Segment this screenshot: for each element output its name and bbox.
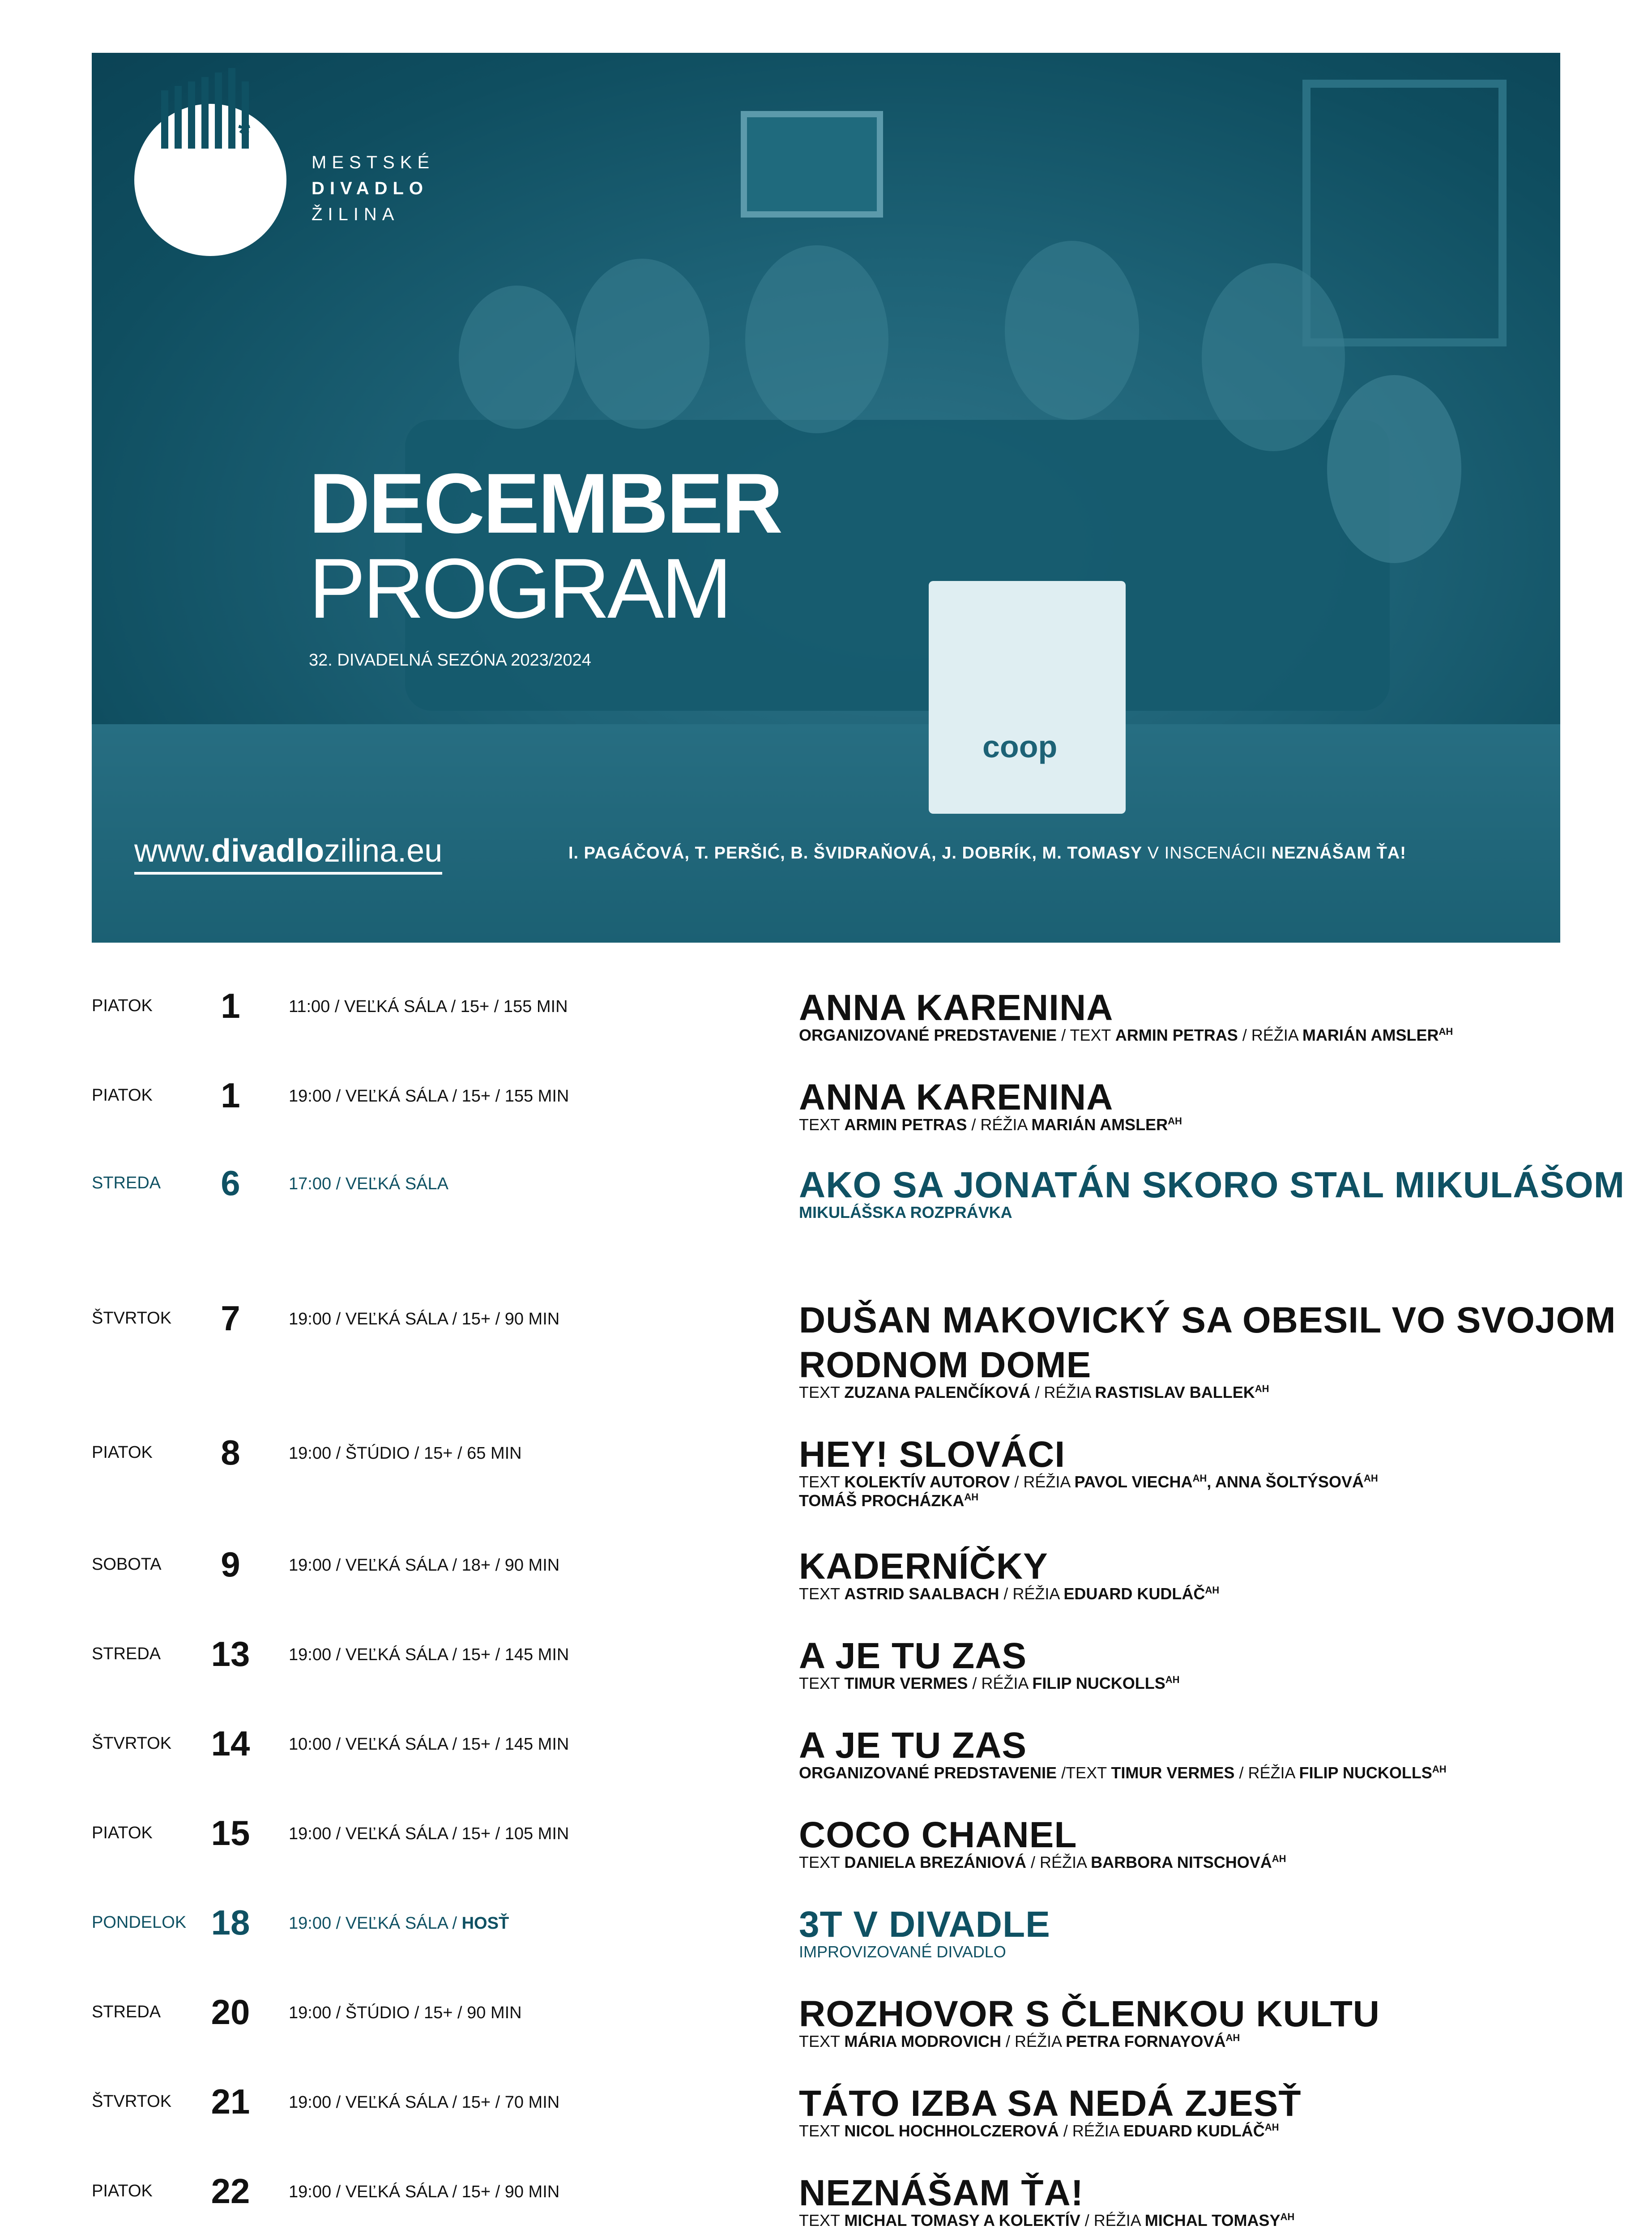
cast-connector: V INSCENÁCII — [1142, 844, 1272, 863]
program-day: PIATOK — [92, 1086, 153, 1105]
program-venue-info: 19:00 / VEĽKÁ SÁLA / 15+ / 90 MIN — [289, 2182, 560, 2201]
program-credits: TEXT NICOL HOCHHOLCZEROVÁ / RÉŽIA EDUARD $KUDLÁČ^{AH}$ — [799, 2122, 1279, 2140]
logo-line-3: ŽILINA — [312, 205, 400, 224]
program-date: 22 — [211, 2171, 250, 2211]
program-date: 15 — [211, 1813, 250, 1853]
program-day: PONDELOK — [92, 1913, 187, 1932]
program-venue-info: 19:00 / VEĽKÁ SÁLA / 15+ / 70 MIN — [289, 2093, 560, 2112]
program-day: ŠTVRTOK — [92, 1309, 172, 1328]
program-date: 20 — [211, 1992, 250, 2032]
shopping-bag — [929, 581, 1126, 814]
program-show-title[interactable]: ANNA KARENINA — [799, 987, 1114, 1028]
program-credits: TEXT ZUZANA PALENČÍKOVÁ / RÉŽIA RASTISLAV $BALLEK^{AH}$ — [799, 1383, 1269, 1401]
program-day: STREDA — [92, 1174, 161, 1192]
program-venue-info: 19:00 / ŠTÚDIO / 15+ / 65 MIN — [289, 1444, 522, 1463]
logo-asterisk-icon: * — [238, 115, 251, 150]
program-day: ŠTVRTOK — [92, 1734, 172, 1753]
program-venue-info: 17:00 / VEĽKÁ SÁLA — [289, 1175, 449, 1193]
program-venue-info: 11:00 / VEĽKÁ SÁLA / 15+ / 155 MIN — [289, 997, 568, 1016]
cast-names: I. PAGÁČOVÁ, T. PERŠIĆ, B. ŠVIDRAŇOVÁ, J. DOBRÍK, M. TOMASY — [568, 844, 1143, 863]
program-show-title[interactable]: A JE TU ZAS — [799, 1636, 1027, 1676]
program-date: 7 — [221, 1298, 240, 1338]
program-date: 14 — [211, 1724, 250, 1763]
program-day: STREDA — [92, 2003, 161, 2021]
program-credits: ORGANIZOVANÉ PREDSTAVENIE / TEXT ARMIN PETRAS / RÉŽIA MARIÁN $AMSLER^{AH}$ — [799, 1026, 1453, 1044]
page-subtitle: PROGRAM — [309, 541, 730, 636]
program-show-title[interactable]: ANNA KARENINA — [799, 1077, 1114, 1118]
program-venue-info: 19:00 / VEĽKÁ SÁLA / 15+ / 105 MIN — [289, 1824, 569, 1843]
bag-logo: coop — [982, 729, 1058, 764]
program-credits: MIKULÁŠSKA ROZPRÁVKA — [799, 1203, 1012, 1222]
program-show-title[interactable]: COCO CHANEL — [799, 1815, 1077, 1855]
program-date: 9 — [221, 1545, 240, 1584]
program-venue-info: 19:00 / VEĽKÁ SÁLA / 15+ / 145 MIN — [289, 1645, 569, 1664]
actor-figure — [1202, 263, 1345, 451]
program-show-title[interactable]: A JE TU ZAS — [799, 1725, 1027, 1766]
program-show-title[interactable]: NEZNÁŠAM ŤA! — [799, 2173, 1084, 2213]
program-date: 1 — [221, 1076, 240, 1115]
program-credits: TEXT KOLEKTÍV AUTOROV / RÉŽIA PAVOL $VIECHA^{AH}$, ANNA $ŠOLTÝSOVÁ^{AH}$ TOMÁŠ $PROCHÁZKA^{AH}$ — [799, 1473, 1378, 1510]
program-date: 1 — [221, 986, 240, 1025]
program-date: 21 — [211, 2082, 250, 2121]
program-show-title[interactable]: TÁTO IZBA SA NEDÁ ZJESŤ — [799, 2083, 1302, 2124]
background-picture-frame — [741, 111, 883, 218]
program-date: 8 — [221, 1433, 240, 1472]
program-venue-info: 19:00 / VEĽKÁ SÁLA / 15+ / 155 MIN — [289, 1087, 569, 1106]
program-day: PIATOK — [92, 1824, 153, 1842]
logo-line-1: MESTSKÉ — [312, 153, 435, 172]
program-day: PIATOK — [92, 996, 153, 1015]
program-show-title[interactable]: HEY! SLOVÁCI — [799, 1434, 1066, 1475]
program-show-title[interactable]: DUŠAN MAKOVICKÝ SA OBESIL VO SVOJOM RODNOM DOME — [799, 1300, 1616, 1385]
program-venue-info: 10:00 / VEĽKÁ SÁLA / 15+ / 145 MIN — [289, 1735, 569, 1754]
program-credits: ORGANIZOVANÉ PREDSTAVENIE /TEXT TIMUR VERMES / RÉŽIA FILIP $NUCKOLLS^{AH}$ — [799, 1764, 1447, 1782]
website-link[interactable] — [134, 833, 442, 875]
url-bold: divadlo — [211, 833, 324, 869]
program-credits: TEXT TIMUR VERMES / RÉŽIA FILIP $NUCKOLLS^{AH}$ — [799, 1674, 1180, 1692]
url-prefix: www. — [134, 833, 212, 869]
program-credits: TEXT MICHAL TOMASY A KOLEKTÍV / RÉŽIA MICHAL $TOMASY^{AH}$ — [799, 2211, 1295, 2229]
program-venue-info: 19:00 / ŠTÚDIO / 15+ / 90 MIN — [289, 2003, 522, 2022]
program-venue-info: 19:00 / VEĽKÁ SÁLA / 15+ / 90 MIN — [289, 1310, 560, 1328]
actor-figure — [459, 286, 575, 429]
page-title: DECEMBER — [309, 456, 781, 551]
program-date: 18 — [211, 1903, 250, 1942]
program-date: 6 — [221, 1163, 240, 1203]
program-show-title[interactable]: ROZHOVOR S ČLENKOU KULTU — [799, 1994, 1380, 2034]
program-date: 13 — [211, 1634, 250, 1674]
program-credits: TEXT ASTRID SAALBACH / RÉŽIA EDUARD $KUDLÁČ^{AH}$ — [799, 1585, 1220, 1603]
theatre-name — [312, 149, 435, 227]
theatre-logo — [134, 104, 286, 256]
actor-figure — [1005, 241, 1139, 420]
program-venue-info: 19:00 / VEĽKÁ SÁLA / HOSŤ — [289, 1914, 509, 1933]
logo-line-2: DIVADLO — [312, 179, 429, 198]
program-credits: TEXT ARMIN PETRAS / RÉŽIA MARIÁN $AMSLER^{AH}$ — [799, 1115, 1182, 1134]
actor-figure — [745, 245, 888, 433]
program-show-title[interactable]: AKO SA JONATÁN SKORO STAL MIKULÁŠOM — [799, 1165, 1625, 1205]
teddy-bear — [1327, 375, 1461, 563]
actor-figure — [575, 259, 709, 429]
season-label: 32. DIVADELNÁ SEZÓNA 2023/2024 — [309, 651, 591, 670]
program-day: ŠTVRTOK — [92, 2092, 172, 2111]
program-day: PIATOK — [92, 2182, 153, 2200]
cast-show-title: NEZNÁŠAM ŤA! — [1271, 844, 1406, 863]
cast-caption — [568, 844, 1406, 863]
url-suffix: zilina.eu — [324, 833, 443, 869]
program-credits: TEXT MÁRIA MODROVICH / RÉŽIA PETRA $FORNAYOVÁ^{AH}$ — [799, 2032, 1240, 2050]
program-venue-info: 19:00 / VEĽKÁ SÁLA / 18+ / 90 MIN — [289, 1556, 560, 1575]
program-day: SOBOTA — [92, 1555, 162, 1574]
program-day: STREDA — [92, 1644, 161, 1663]
program-credits: IMPROVIZOVANÉ DIVADLO — [799, 1943, 1006, 1961]
program-credits: TEXT DANIELA BREZÁNIOVÁ / RÉŽIA BARBORA $NITSCHOVÁ^{AH}$ — [799, 1853, 1286, 1871]
program-show-title[interactable]: KADERNÍČKY — [799, 1546, 1048, 1587]
program-day: PIATOK — [92, 1443, 153, 1462]
program-show-title[interactable]: 3T V DIVADLE — [799, 1904, 1050, 1945]
